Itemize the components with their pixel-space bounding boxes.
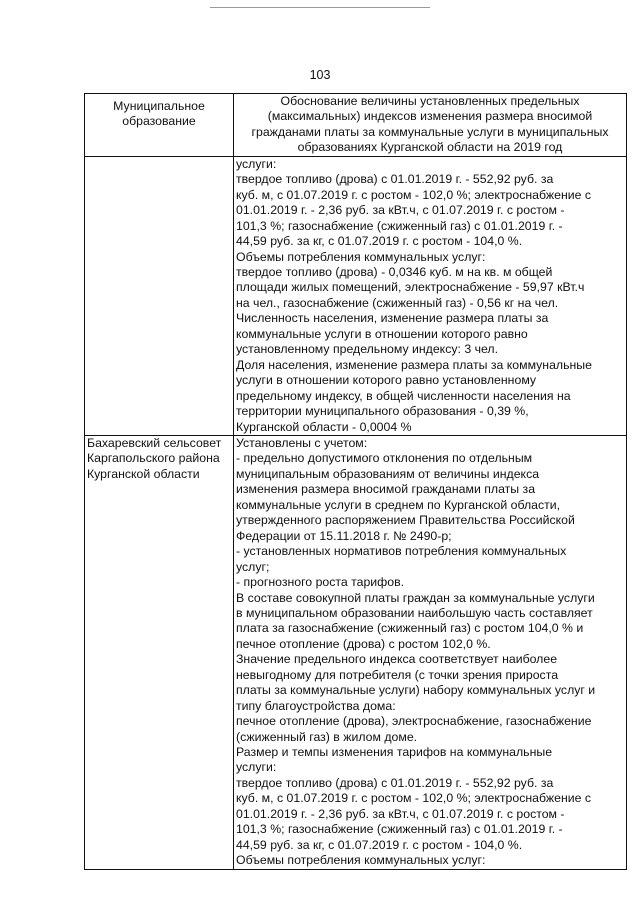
scan-artifact-line <box>210 7 430 8</box>
table-row <box>85 435 627 869</box>
text-line: коммунальные услуги в отношении которого равно <box>236 326 528 341</box>
header-municipality <box>85 94 234 157</box>
text-line: 01.01.2019 г. - 2,36 руб. за кВт.ч, с 01.07.2019 г. с ростом - <box>236 806 565 821</box>
justification-cell <box>234 156 627 435</box>
text-line: печное отопление (дрова), электроснабжение, газоснабжение <box>236 714 592 729</box>
header-line: Муниципальное <box>113 99 205 113</box>
text-line: Численность населения, изменение размера платы за <box>236 311 549 326</box>
header-line: (максимальных) индексов изменения размера вносимой <box>267 109 593 124</box>
text-line: Курганской области - 0,0004 % <box>236 419 412 434</box>
header-justification <box>234 94 627 157</box>
page-number: 103 <box>309 68 331 82</box>
text-line: твердое топливо (дрова) с 01.01.2019 г. - 552,92 руб. за <box>236 775 554 790</box>
municipality-name-line: Каргапольского района <box>87 451 220 466</box>
header-line: Обоснование величины установленных предельных <box>280 94 580 108</box>
text-line: твердое топливо (дрова) - 0,0346 куб. м на кв. м общей <box>236 264 553 279</box>
text-line: куб. м, с 01.07.2019 г. с ростом - 102,0 %; электроснабжение с <box>236 187 592 202</box>
text-line: - прогнозного роста тарифов. <box>236 575 405 590</box>
text-line: 01.01.2019 г. - 2,36 руб. за кВт.ч, с 01.07.2019 г. с ростом - <box>236 203 565 218</box>
table-header-row <box>85 94 627 157</box>
municipality-cell <box>85 156 234 435</box>
text-line: 101,3 %; газоснабжение (сжиженный газ) с 01.01.2019 г. - <box>236 822 563 837</box>
text-line: изменения размера вносимой гражданами платы за <box>236 482 536 497</box>
text-line: Установлены с учетом: <box>236 435 368 450</box>
text-line: 101,3 %; газоснабжение (сжиженный газ) с 01.01.2019 г. - <box>236 218 563 233</box>
text-line: площади жилых помещений, электроснабжение - 59,97 кВт.ч <box>236 280 585 295</box>
text-line: платы за коммунальные услуги) набору коммунальных услуг и <box>236 683 596 698</box>
text-line: Значение предельного индекса соответствует наиболее <box>236 652 558 667</box>
text-line: услуги в отношении которого равно установленному <box>236 373 537 388</box>
text-line: твердое топливо (дрова) с 01.01.2019 г. - 552,92 руб. за <box>236 172 554 187</box>
text-line: территории муниципального образования - 0,39 %, <box>236 404 529 419</box>
text-line: типу благоустройства дома: <box>236 698 396 713</box>
municipality-name-line: Курганской области <box>87 466 200 481</box>
text-line: - установленных нормативов потребления коммунальных <box>236 544 567 559</box>
tariff-justification-table <box>84 93 627 870</box>
text-line: (сжиженный газ) в жилом доме. <box>236 729 418 744</box>
text-line: Размер и темпы изменения тарифов на коммунальные <box>236 745 553 760</box>
text-line: в муниципальном образовании наибольшую часть составляет <box>236 605 593 620</box>
text-line: предельному индексу, в общей численности населения на <box>236 388 571 403</box>
table-row <box>85 156 627 435</box>
header-line: гражданами платы за коммунальные услуги в муниципальных <box>251 124 609 139</box>
text-line: печное отопление (дрова) с ростом 102,0 %. <box>236 636 491 651</box>
text-line: услуг; <box>236 559 270 574</box>
text-line: услуги: <box>236 760 277 775</box>
text-line: плата за газоснабжение (сжиженный газ) с ростом 104,0 % и <box>236 621 584 636</box>
header-line: образование <box>122 114 196 129</box>
header-line: образованиях Курганской области на 2019 год <box>297 140 563 155</box>
text-line: на чел., газоснабжение (сжиженный газ) - 0,56 кг на чел. <box>236 295 559 310</box>
text-line: В составе совокупной платы граждан за коммунальные услуги <box>236 590 595 605</box>
text-line: Федерации от 15.11.2018 г. № 2490-р; <box>236 528 452 543</box>
text-line: услуги: <box>236 156 277 171</box>
text-line: Объемы потребления коммунальных услуг: <box>236 249 486 264</box>
text-line: куб. м, с 01.07.2019 г. с ростом - 102,0 %; электроснабжение с <box>236 791 592 806</box>
text-line: утвержденного распоряжением Правительства Российской <box>236 513 575 528</box>
text-line: невыгодному для потребителя (с точки зрения прироста <box>236 667 559 682</box>
justification-cell <box>234 435 627 869</box>
text-line: 44,59 руб. за кг, с 01.07.2019 г. с ростом - 104,0 %. <box>236 837 523 852</box>
text-line: 44,59 руб. за кг, с 01.07.2019 г. с ростом - 104,0 %. <box>236 234 523 249</box>
text-line: Объемы потребления коммунальных услуг: <box>236 853 486 868</box>
text-line: - предельно допустимого отклонения по отдельным <box>236 451 533 466</box>
text-line: муниципальным образованиям от величины индекса <box>236 466 540 481</box>
municipality-cell <box>85 435 234 869</box>
text-line: коммунальные услуги в среднем по Курганской области, <box>236 497 561 512</box>
text-line: Доля населения, изменение размера платы за коммунальные <box>236 357 592 372</box>
municipality-name-line: Бахаревский сельсовет <box>87 435 222 450</box>
text-line: установленному предельному индексу: 3 чел. <box>236 342 499 357</box>
